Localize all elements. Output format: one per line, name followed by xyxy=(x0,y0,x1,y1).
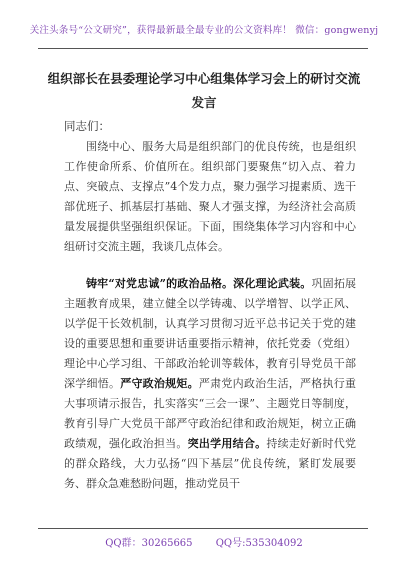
para2-heading-2: 严守政治规矩。 xyxy=(120,377,199,390)
para2-text-2: 严肃党内政治生活，严格执行重大事项请示报告，扎实落实“三会一课”、主题党日等制度，教育引导广大党员干部严守政治纪律和政治规矩，树立正确政绩观，强化政治担当。 xyxy=(64,377,357,450)
title-line-2: 发言 xyxy=(191,95,217,110)
footer-divider xyxy=(38,528,368,529)
paragraph-1: 围绕中心、服务大局是组织部门的优良传统，也是组织工作使命所系、价值所在。组织部门要聚焦“切入点、着力点、突破点、支撑点”4个发力点，聚力强学习提素质、选干部优班子、抓基层打基础、聚人才强支撑，为经济社会高质量发展提供坚强组织保证。下面，围绕集体学习内容和中心组研讨交流主题，我谈几点体会。 xyxy=(64,140,356,253)
para2-text-3: 持续走好新时代党的群众路线，大力弘扬“四下基层”优良传统，紧盯发展要务、群众急难愁盼问题，推动党员干 xyxy=(64,437,357,490)
para2-heading-1: 铸牢“对党忠诚”的政治品格。深化理论武装。 xyxy=(86,277,312,290)
header-banner: 关注头条号“公文研究”，获得最新最全最专业的公文资料库！ 微信：gongwenyj xyxy=(29,25,379,36)
para2-text-1: 巩固拓展主题教育成果，建立健全以学铸魂、以学增智、以学正风、以学促干长效机制，认真学习贯彻习近平总书记关于党的建设的重要思想和重要讲话重要指示精神，依托党委（党组）理论中心学习组、干部政治轮训等载体，教育引导党员干部深学细悟。 xyxy=(64,277,357,390)
salutation: 同志们： xyxy=(64,119,110,133)
footer-qq-group: QQ群：30265665 xyxy=(105,538,193,549)
footer-qq-number: QQ号:535304092 xyxy=(215,538,303,549)
footer xyxy=(0,534,408,549)
header-divider xyxy=(38,48,368,49)
title-line-1: 组织部长在县委理论学习中心组集体学习会上的研讨交流 xyxy=(47,71,361,86)
para2-heading-3: 突出学用结合。 xyxy=(187,437,267,450)
document-title xyxy=(40,67,368,115)
paragraph-2 xyxy=(64,274,356,494)
